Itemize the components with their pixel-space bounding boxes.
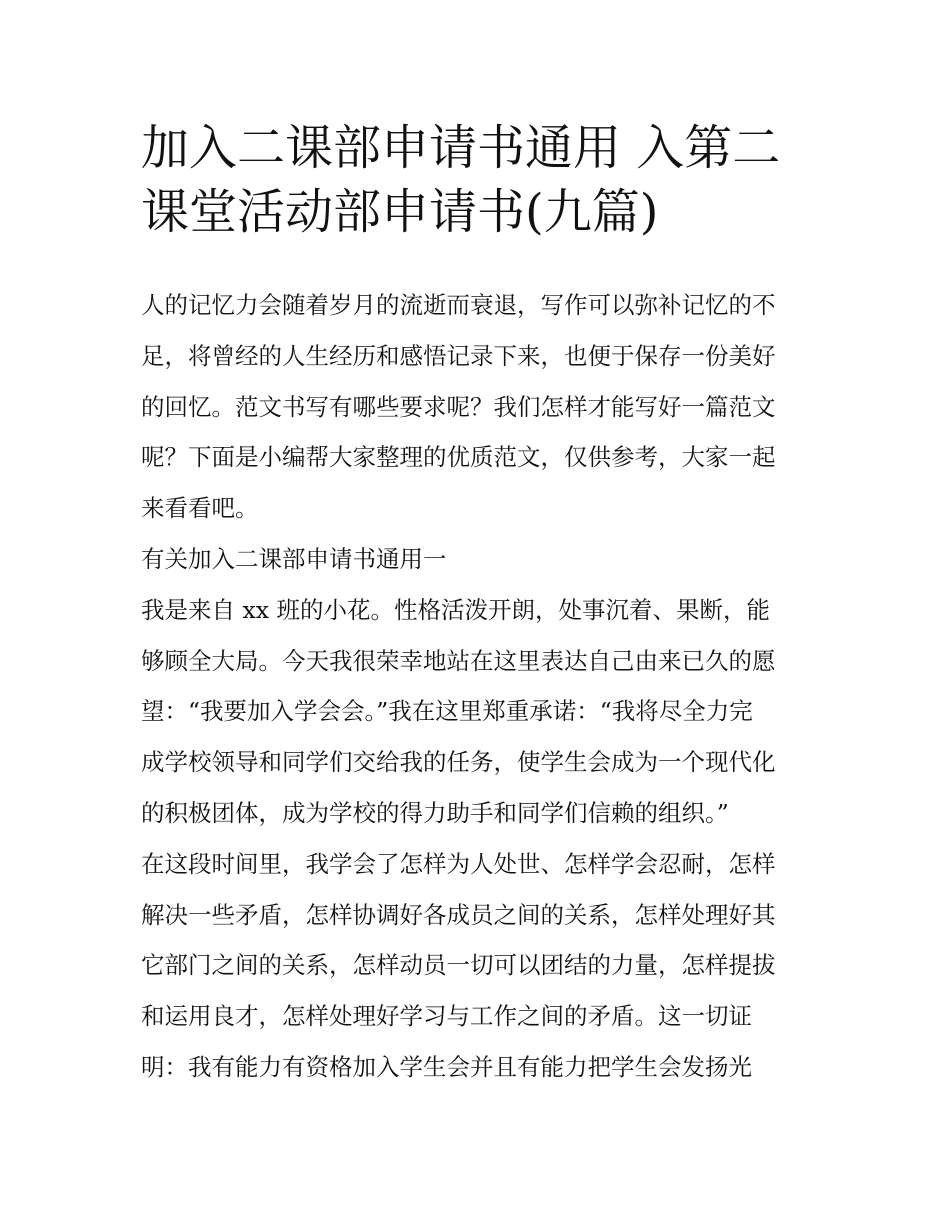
title-line-1: 加入二课部申请书通用 入第二: [141, 120, 781, 176]
document-body: [141, 280, 821, 1093]
title-line-2: 课堂活动部申请书(九篇): [141, 184, 659, 240]
body-line-4: 成学校领导和同学们交给我的任务，使学生会成为一个现代化: [141, 748, 776, 777]
body-line-intro-1: 人的记忆力会随着岁月的流逝而衰退，写作可以弥补记忆的不: [141, 291, 776, 319]
body-line-10: 明：我有能力有资格加入学生会并且有能力把学生会发扬光: [141, 1052, 752, 1081]
body-line-intro-4: 呢？下面是小编帮大家整理的优质范文，仅供参考，大家一起: [141, 443, 776, 472]
section-heading: 有关加入二课部申请书通用一: [141, 544, 447, 573]
body-line-9: 和运用良才，怎样处理好学习与工作之间的矛盾。这一切证: [141, 1002, 752, 1031]
body-line-1: 我是来自 xx 班的小花。性格活泼开朗，处事沉着、果断，能: [141, 595, 770, 624]
body-line-6: 在这段时间里，我学会了怎样为人处世、怎样学会忍耐，怎样: [141, 849, 776, 878]
body-line-intro-5: 来看看吧。: [141, 494, 259, 523]
body-line-intro-3: 的回忆。范文书写有哪些要求呢？我们怎样才能写好一篇范文: [141, 392, 776, 421]
body-line-intro-2: 足，将曾经的人生经历和感悟记录下来，也便于保存一份美好: [141, 341, 776, 370]
body-line-8: 它部门之间的关系，怎样动员一切可以团结的力量，怎样提拔: [141, 951, 776, 980]
body-line-7: 解决一些矛盾，怎样协调好各成员之间的关系，怎样处理好其: [141, 900, 776, 929]
body-line-5: 的积极团体，成为学校的得力助手和同学们信赖的组织。”: [141, 798, 729, 827]
body-line-2: 够顾全大局。今天我很荣幸地站在这里表达自己由来已久的愿: [141, 646, 776, 675]
body-line-3: 望：“我要加入学会会。”我在这里郑重承诺：“我将尽全力完: [141, 697, 753, 726]
document-title: [141, 116, 821, 244]
